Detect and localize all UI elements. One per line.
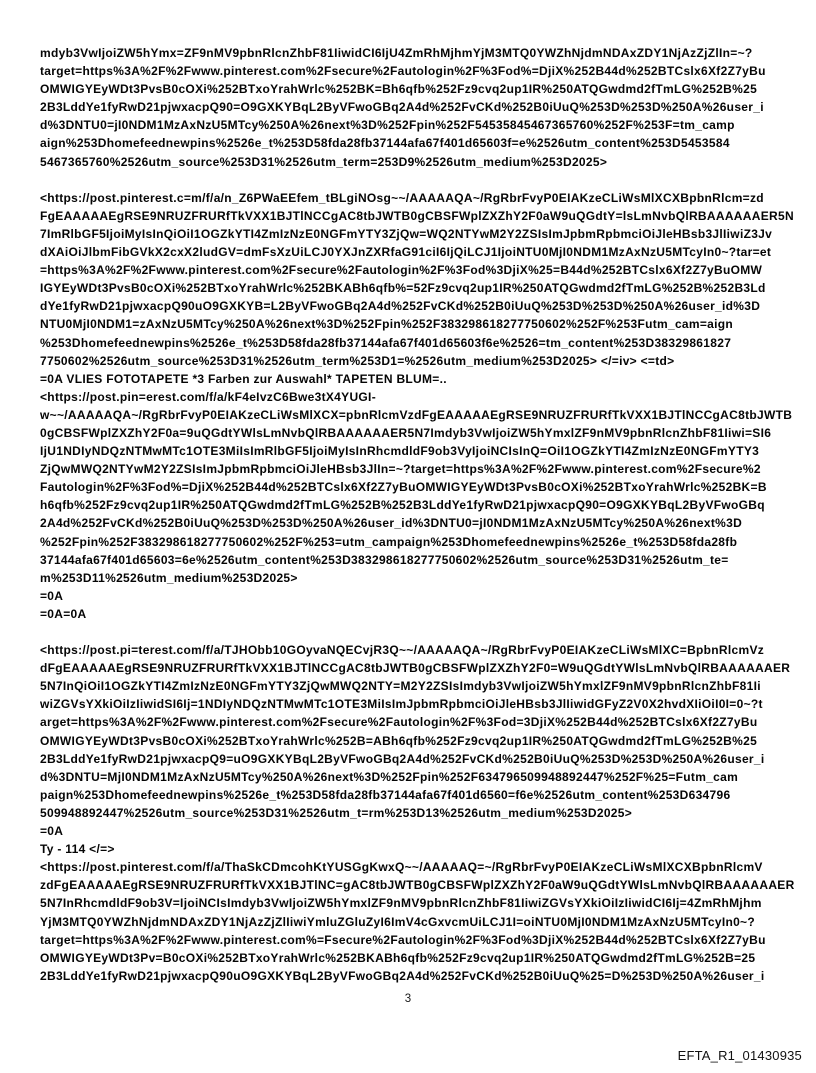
text-line: m%253D11%2526utm_medium%253D2025> <box>40 570 298 585</box>
text-line: zdFgEAAAAAEgRSE9NRUZFRURfTkVXX1BJTlNC=gAC8tbJWTB0gCBSFWplZXZhY2F0aW9uQGdtYWlsLmNvbQlRBAAAAAAER <box>40 878 795 893</box>
text-line: <https://post.pi=terest.com/f/a/TJHObb10GOyvaNQECvjR3Q~~/AAAAAQA~/RgRbrFvyP0EIAKzeCLiWsMlXC=BpbnRlcmVz <box>40 643 765 658</box>
text-line: 5N7InQiOiI1OGZkYTI4ZmIzNzE0NGFmYTY3ZjQwMWQ2NTY=M2Y2ZSIsImdyb3VwIjoiZW5hYmxlZF9nMV9pbnRlcnZhbF81Ii <box>40 679 761 694</box>
text-line: =0A=0A <box>40 606 87 621</box>
page-number: 3 <box>404 993 412 1005</box>
text-line: OMWIGYEyWDt3PvsB0cOXi%252BTxoYrahWrlc%252B=ABh6qfb%252Fz9cvq2up1IR%250ATQGwdmd2fTmLG%252B%25 <box>40 733 758 748</box>
text-line: OMWIGYEyWDt3Pv=B0cOXi%252BTxoYrahWrlc%252BKABh6qfb%252Fz9cvq2up1IR%250ATQGwdmd2fTmLG%252B=25 <box>40 950 756 965</box>
text-line: mdyb3VwIjoiZW5hYmx=ZF9nMV9pbnRlcnZhbF81IiwidCI6IjU4ZmRhMjhmYjM3MTQ0YWZhNjdmNDAxZDY1NjAzZjZlIn=~? <box>40 46 753 60</box>
text-line: 2B3LddYe1fyRwD21pjwxacpQ90uO9GXKYBqL2ByVFwoGBq2A4d%252FvCKd%252B0iUuQ%25=D%253D%250A%26user_i <box>40 968 765 983</box>
text-line: 2B3LddYe1fyRwD21pjwxacpQ9=uO9GXKYBqL2ByVFwoGBq2A4d%252FvCKd%252B0iUuQ%253D%253D%250A%26user_i <box>40 751 765 766</box>
text-line: 5467365760%2526utm_source%253D31%2526utm_term=253D9%2526utm_medium%253D2025> <box>40 154 608 169</box>
text-line: IjU1NDIyNDQzNTMwMTc1OTE3MiIsImRlbGF5IjoiMyIsInRhcmdldF9ob3VyIjoiNCIsInQ=OiI1OGZkYTI4ZmIzNzE0NGFmYTY3 <box>40 444 760 459</box>
text-line: Ty - 114 </=> <box>40 842 115 857</box>
text-line: d%3DNTU0=jI0NDM1MzAxNzU5MTcy%250A%26next%3D%252Fpin%252F54535845467365760%252F%253F=tm_camp <box>40 118 735 133</box>
document-body <box>40 44 795 985</box>
text-line: h6qfb%252Fz9cvq2up1IR%250ATQGwdmd2fTmLG%252B%252B3LddYe1fyRwD21pjwxacpQ90=O9GXKYBqL2ByVFwoGBq <box>40 498 765 513</box>
text-line <box>40 171 782 189</box>
text-line: paign%253Dhomefeednewpins%2526e_t%253D58fda28fb37144afa67f401d6560=f6e%2526utm_content%253D634796 <box>40 787 731 802</box>
text-line: %253Dhomefeednewpins%2526e_t%253D58fda28fb37144afa67f401d65603f6e%2526=tm_content%253D38329861827 <box>40 335 732 350</box>
text-line: 0gCBSFWplZXZhY2F0a=9uQGdtYWlsLmNvbQlRBAAAAAAER5N7Imdyb3VwIjoiZW5hYmxlZF9nMV9pbnRlcnZhbF81Iiwi=SI6 <box>40 425 772 440</box>
text-line: NTU0MjI0NDM1=zAxNzU5MTcy%250A%26next%3D%252Fpin%252F383298618277750602%252F%253Futm_cam=aign <box>40 317 734 332</box>
text-line: <https://post.pin=erest.com/f/a/kF4eIvzC6Bwe3tX4YUGI- <box>40 389 376 404</box>
text-line: 509948892447%2526utm_source%253D31%2526utm_t=rm%253D13%2526utm_medium%253D2025> <box>40 805 633 820</box>
text-line: 7ImRlbGF5IjoiMyIsInQiOiI1OGZkYTI4ZmIzNzE0NGFmYTY3ZjQw=WQ2NTYwM2Y2ZSIsImJpbmRpbmciOiJleHBsb3JlIiwiZ3Jv <box>40 226 773 241</box>
text-line: FgEAAAAAEgRSE9NRUZFRURfTkVXX1BJTlNCCgAC8tbJWTB0gCBSFWplZXZhY2F0aW9uQGdtY=lsLmNvbQlRBAAAAAAER5N <box>40 208 794 223</box>
text-line: d%3DNTU=MjI0NDM1MzAxNzU5MTcy%250A%26next%3D%252Fpin%252F634796509948892447%252F%25=Futm_cam <box>40 769 739 784</box>
text-line: =0A VLIES FOTOTAPETE *3 Farben zur Auswahl* TAPETEN BLUM=.. <box>40 371 447 386</box>
text-line: target=https%3A%2F%2Fwww.pinterest.com%2Fsecure%2Fautologin%2F%3Fod%=DjiX%252B44d%252BTCslx6Xf2Z7yBu <box>40 64 766 79</box>
text-line <box>40 623 782 641</box>
text-line: target=https%3A%2F%2Fwww.pinterest.com%=Fsecure%2Fautologin%2F%3Fod%3DjiX%252B44d%252BTCslx6Xf2Z7yBu <box>40 932 766 947</box>
text-line: dXAiOiJlbmFibGVkX2cxX2ludGV=dmFsXzUiLCJ0YXJnZXRfaG91ciI6IjQiLCJ1IjoiNTU0MjI0NDM1MzAxNzU5MTcyIn0~?tar=et <box>40 245 772 260</box>
text-line: OMWIGYEyWDt3PvsB0cOXi%252BTxoYrahWrlc%252BK=Bh6qfb%252Fz9cvq2up1IR%250ATQGwdmd2fTmLG%252B%25 <box>40 82 758 97</box>
text-line: wiZGVsYXkiOiIzIiwidSI6Ij=1NDIyNDQzNTMwMTc1OTE3MiIsImJpbmRpbmciOiJleHBsb3JlIiwidGFyZ2V0X2hvdXIiOiI0I=0~?t <box>40 697 763 712</box>
text-line: 7750602%2526utm_source%253D31%2526utm_term%253D1=%2526utm_medium%253D2025> </=iv> <=td> <box>40 353 675 368</box>
text-line: aign%253Dhomefeednewpins%2526e_t%253D58fda28fb37144afa67f401d65603f=e%2526utm_content%253D5453584 <box>40 136 730 151</box>
text-line: <https://post.pinterest.c=m/f/a/n_Z6PWaEEfem_tBLgiNOsg~~/AAAAAQA~/RgRbrFvyP0EIAKzeCLiWsMlXCXBpbnRlcm=zd <box>40 190 764 205</box>
text-line: 2B3LddYe1fyRwD21pjwxacpQ90=O9GXKYBqL2ByVFwoGBq2A4d%252FvCKd%252B0iUuQ%253D%253D%250A%26user_i <box>40 100 764 115</box>
text-line: 5N7InRhcmdldF9ob3V=IjoiNCIsImdyb3VwIjoiZW5hYmxlZF9nMV9pbnRlcnZhbF81IiwiZGVsYXkiOiIzIiwidCI6Ij=4ZmRhMjhm <box>40 896 762 911</box>
text-line: YjM3MTQ0YWZhNjdmNDAxZDY1NjAzZjZlIiwiYmluZGluZyI6ImV4cGxvcmUiLCJ1I=oiNTU0MjI0NDM1MzAxNzU5MTcyIn0~? <box>40 914 755 929</box>
text-line: <https://post.pinterest.com/f/a/ThaSkCDmcohKtYUSGgKwxQ~~/AAAAAQ=~/RgRbrFvyP0EIAKzeCLiWsMlXCXBpbnRlcmV <box>40 860 763 875</box>
bates-number: EFTA_R1_01430935 <box>677 1048 802 1063</box>
text-line: ZjQwMWQ2NTYwM2Y2ZSIsImJpbmRpbmciOiJleHBsb3JlIn=~?target=https%3A%2F%2Fwww.pinterest.com%2Fsecure%2 <box>40 462 761 477</box>
text-line: 2A4d%252FvCKd%252B0iUuQ%253D%253D%250A%26user_id%3DNTU0=jI0NDM1MzAxNzU5MTcy%250A%26next%3D <box>40 516 743 531</box>
text-line: dFgEAAAAAEgRSE9NRUZFRURfTkVXX1BJTlNCCgAC8tbJWTB0gCBSFWplZXZhY2F0=W9uQGdtYWlsLmNvbQlRBAAAAAAER <box>40 661 791 676</box>
text-line: arget=https%3A%2F%2Fwww.pinterest.com%2Fsecure%2Fautologin%2F%3Fod=3DjiX%252B44d%252BTCslx6Xf2Z7yBu <box>40 715 758 730</box>
text-line: 37144afa67f401d65603=6e%2526utm_content%253D383298618277750602%2526utm_source%253D31%2526utm_te= <box>40 552 729 567</box>
text-line: IGYEyWDt3PvsB0cOXi%252BTxoYrahWrlc%252BKABh6qfb%=52Fz9cvq2up1IR%250ATQGwdmd2fTmLG%252B%252B3Ld <box>40 281 766 296</box>
text-line: %252Fpin%252F383298618277750602%252F%253=utm_campaign%253Dhomefeednewpins%2526e_t%253D58fda28fb <box>40 534 738 549</box>
text-line: dYe1fyRwD21pjwxacpQ90uO9GXKYB=L2ByVFwoGBq2A4d%252FvCKd%252B0iUuQ%253D%253D%250A%26user_id%3D <box>40 299 761 314</box>
text-line: Fautologin%2F%3Fod%=DjiX%252B44d%252BTCslx6Xf2Z7yBuOMWIGYEyWDt3PvsB0cOXi%252BTxoYrahWrlc%252BK=B <box>40 480 767 495</box>
text-line: =0A <box>40 824 64 839</box>
text-line: =https%3A%2F%2Fwww.pinterest.com%2Fsecure%2Fautologin%2F%3Fod%3DjiX%25=B44d%252BTCslx6Xf2Z7yBuOMW <box>40 263 763 278</box>
text-line: =0A <box>40 588 64 603</box>
text-line: w~~/AAAAAQA~/RgRbrFvyP0EIAKzeCLiWsMlXCX=pbnRlcmVzdFgEAAAAAEgRSE9NRUZFRURfTkVXX1BJTlNCCgAC8tbJWTB <box>40 407 793 422</box>
